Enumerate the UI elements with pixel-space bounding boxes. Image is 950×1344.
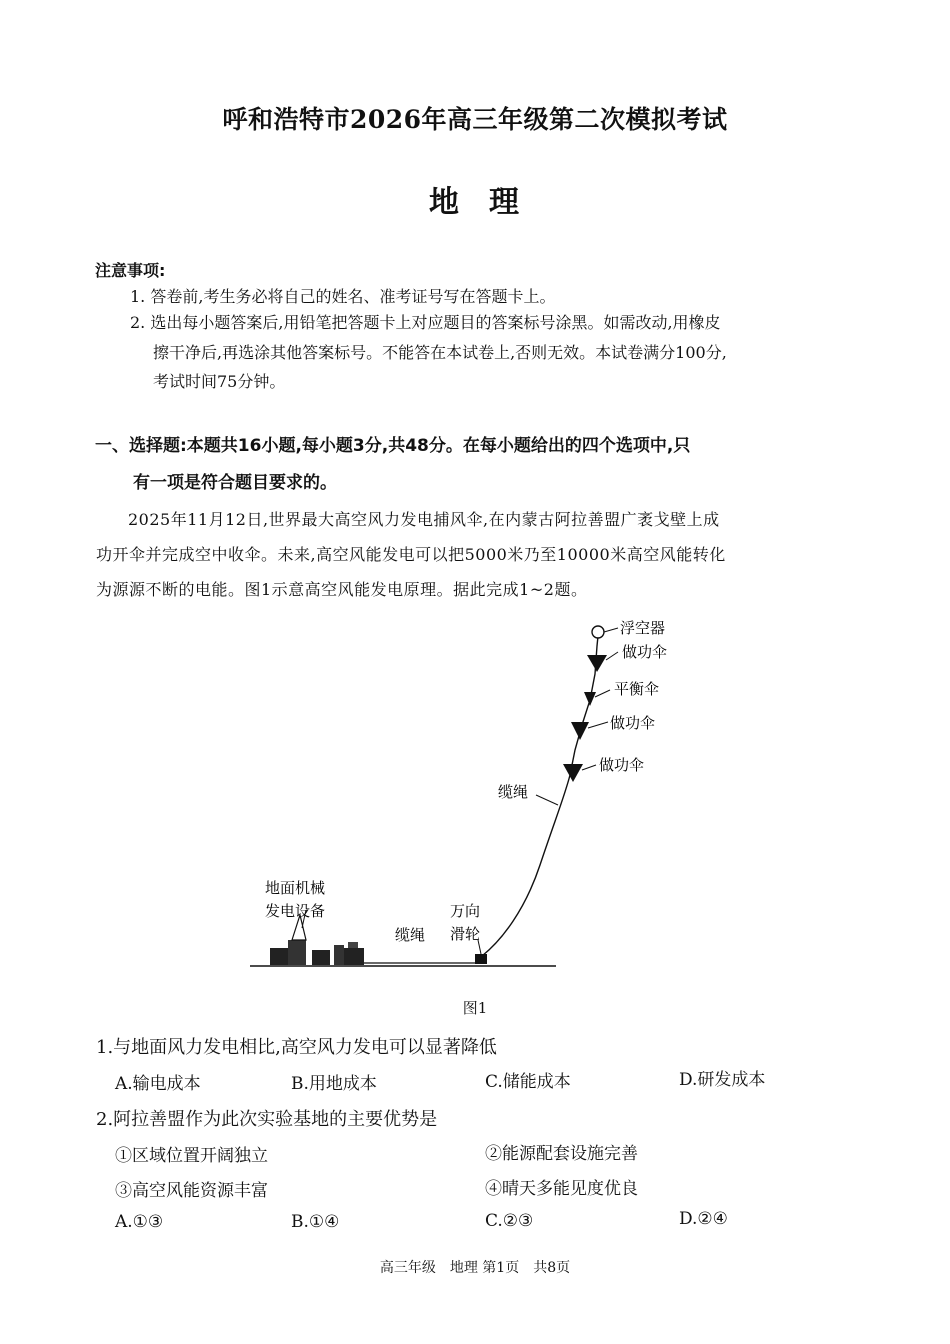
question-1-option-a: A.输电成本	[115, 1074, 201, 1094]
notice-heading: 注意事项:	[95, 261, 166, 280]
work-umbrella-2-icon	[571, 722, 589, 740]
question-2-stem: 2.阿拉善盟作为此次实验基地的主要优势是	[96, 1109, 438, 1130]
question-2-option-d: D.②④	[679, 1209, 728, 1229]
question-2-statement-3: ③高空风能资源丰富	[115, 1181, 268, 1201]
question-2-option-c: C.②③	[485, 1211, 534, 1231]
work-umbrella-1-icon	[587, 655, 607, 672]
passage-line-1: 2025年11月12日,世界最大高空风力发电捕风伞,在内蒙古阿拉善盟广袤戈壁上成	[128, 510, 720, 529]
notice-item-2-line-2: 擦干净后,再选涂其他答案标号。不能答在本试卷上,否则无效。本试卷满分100分,	[153, 343, 727, 362]
question-2-statement-1: ①区域位置开阔独立	[115, 1146, 268, 1166]
label-work-umbrella-2: 做功伞	[610, 714, 656, 732]
label-pulley-2: 滑轮	[450, 925, 481, 943]
label-aerostat: 浮空器	[620, 619, 666, 637]
question-1-option-d: D.研发成本	[679, 1070, 766, 1090]
subject-title: 地理	[429, 185, 549, 220]
figure-caption: 图1	[462, 999, 488, 1017]
pulley-icon	[475, 954, 487, 964]
figure-1-diagram	[240, 610, 700, 990]
label-ground-equipment-1: 地面机械	[265, 879, 326, 897]
notice-item-1: 1. 答卷前,考生务必将自己的姓名、准考证号写在答题卡上。	[130, 287, 556, 306]
question-1-stem: 1.与地面风力发电相比,高空风力发电可以显著降低	[96, 1037, 497, 1058]
label-cable-lower: 缆绳	[395, 926, 426, 944]
question-2-statement-2: ②能源配套设施完善	[485, 1144, 638, 1164]
label-pulley-1: 万向	[450, 902, 481, 920]
work-umbrella-3-icon	[563, 764, 583, 782]
exam-title: 呼和浩特市2026年高三年级第二次模拟考试	[222, 105, 728, 134]
notice-item-2-line-3: 考试时间75分钟。	[153, 372, 286, 391]
question-2-option-a: A.①③	[115, 1212, 164, 1232]
section-heading-line-1: 一、选择题:本题共16小题,每小题3分,共48分。在每小题给出的四个选项中,只	[95, 436, 691, 456]
label-cable-upper: 缆绳	[498, 783, 529, 801]
notice-item-2-line-1: 2. 选出每小题答案后,用铅笔把答题卡上对应题目的答案标号涂黑。如需改动,用橡皮	[130, 313, 721, 332]
aerostat-icon	[592, 626, 604, 638]
question-2-statement-4: ④晴天多能见度优良	[485, 1179, 638, 1199]
label-work-umbrella-1: 做功伞	[622, 643, 668, 661]
question-1-option-c: C.储能成本	[485, 1072, 571, 1092]
passage-line-3: 为源源不断的电能。图1示意高空风能发电原理。据此完成1~2题。	[96, 580, 588, 599]
question-1-option-b: B.用地成本	[291, 1074, 377, 1094]
label-work-umbrella-3: 做功伞	[599, 756, 645, 774]
question-2-option-b: B.①④	[291, 1212, 340, 1232]
label-balance-umbrella: 平衡伞	[614, 680, 660, 698]
section-heading-line-2: 有一项是符合题目要求的。	[133, 473, 337, 493]
page-footer: 高三年级 地理 第1页 共8页	[379, 1260, 571, 1276]
passage-line-2: 功开伞并完成空中收伞。未来,高空风能发电可以把5000米乃至10000米高空风能转化	[96, 545, 726, 564]
label-ground-equipment-2: 发电设备	[265, 902, 326, 920]
balance-umbrella-icon	[584, 692, 596, 706]
